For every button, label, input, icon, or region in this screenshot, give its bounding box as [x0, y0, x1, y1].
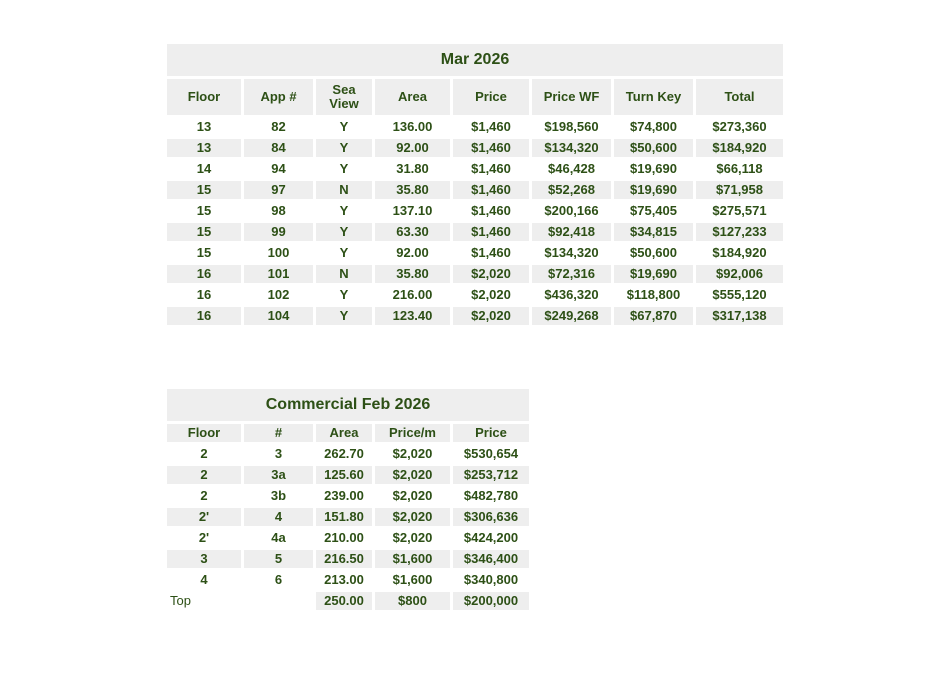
cell-price: $1,460	[453, 139, 529, 157]
cell-app: 84	[244, 139, 313, 157]
cell-floor: 13	[167, 139, 241, 157]
cell-price-wf: $200,166	[544, 203, 599, 218]
cell-col: 3	[274, 446, 283, 461]
cell-total: $127,233	[696, 223, 783, 241]
cell-total: $317,138	[696, 307, 783, 325]
cell-area: 125.60	[316, 466, 372, 484]
cell-price: $306,636	[453, 508, 529, 526]
cell-area: 210.00	[324, 530, 364, 545]
cell-area: 92.00	[375, 139, 450, 157]
column-header-total: Total	[696, 79, 783, 115]
cell-app: 97	[244, 181, 313, 199]
cell-col: 3a	[244, 466, 313, 484]
cell-floor: 13	[196, 119, 212, 134]
cell-price-m: $2,020	[375, 466, 450, 484]
cell-area: 31.80	[396, 161, 429, 176]
cell-sea-view: Y	[316, 307, 372, 325]
cell-area: 151.80	[316, 508, 372, 526]
cell-turn-key: $67,870	[614, 307, 693, 325]
cell-area: 35.80	[375, 181, 450, 199]
table-title: Commercial Feb 2026	[167, 389, 529, 421]
cell-price-m: $2,020	[392, 446, 433, 461]
column-header-price: Price	[453, 424, 529, 442]
cell-area: 35.80	[375, 265, 450, 283]
cell-app: 104	[244, 307, 313, 325]
table-header-row	[167, 79, 783, 115]
cell-turn-key: $50,600	[614, 139, 693, 157]
cell-turn-key: $19,690	[614, 265, 693, 283]
cell-turn-key: $19,690	[630, 161, 677, 176]
cell-sea-view: Y	[339, 161, 349, 176]
cell-floor: 15	[167, 223, 241, 241]
cell-sea-view: Y	[339, 287, 349, 302]
cell-floor: Top	[170, 593, 191, 608]
cell-price-wf: $52,268	[532, 181, 611, 199]
cell-sea-view: Y	[339, 119, 349, 134]
cell-price: $1,460	[471, 203, 511, 218]
cell-price-m: $2,020	[392, 488, 433, 503]
cell-price: $1,460	[453, 181, 529, 199]
cell-total: $275,571	[712, 203, 767, 218]
cell-app: 102	[267, 287, 290, 302]
table-row	[167, 265, 783, 283]
table-row	[167, 202, 783, 220]
cell-turn-key: $34,815	[614, 223, 693, 241]
table-row	[167, 139, 783, 157]
cell-area: 92.00	[396, 245, 429, 260]
cell-floor: 15	[196, 203, 212, 218]
cell-total: $71,958	[696, 181, 783, 199]
cell-area: 216.00	[392, 287, 433, 302]
table-row	[167, 529, 529, 547]
cell-col: 6	[274, 572, 283, 587]
column-header-area: Area	[316, 424, 372, 442]
cell-price-wf: $249,268	[532, 307, 611, 325]
cell-area: 137.10	[392, 203, 433, 218]
table-header-row	[167, 424, 529, 442]
cell-floor: 16	[167, 307, 241, 325]
table-row	[167, 244, 783, 262]
cell-total: $184,920	[696, 139, 783, 157]
column-header-price: Price	[453, 79, 529, 115]
cell-price: $340,800	[463, 572, 519, 587]
cell-price-wf: $134,320	[532, 139, 611, 157]
column-header-floor: Floor	[167, 424, 241, 442]
cell-app: 101	[244, 265, 313, 283]
column-header-sea-view: Sea View	[316, 79, 372, 115]
table-row	[167, 550, 529, 568]
cell-area: 216.50	[316, 550, 372, 568]
column-header-price-wf: Price WF	[532, 79, 611, 115]
table-title-row	[167, 389, 529, 421]
cell-col: 3b	[270, 488, 287, 503]
cell-price-m: $1,600	[392, 572, 433, 587]
cell-area: 136.00	[392, 119, 433, 134]
column-header-floor: Floor	[167, 79, 241, 115]
table-title: Mar 2026	[167, 44, 783, 76]
cell-col: 4a	[271, 530, 286, 545]
cell-floor: 4	[200, 572, 208, 587]
cell-total: $184,920	[712, 245, 767, 260]
cell-floor: 2'	[167, 508, 241, 526]
cell-sea-view: Y	[339, 203, 349, 218]
cell-floor: 2	[200, 446, 208, 461]
column-header-app: App #	[244, 79, 313, 115]
cell-area: 239.00	[324, 488, 364, 503]
commercial-feb-2026-table	[164, 386, 532, 613]
cell-total: $92,006	[696, 265, 783, 283]
cell-price: $2,020	[453, 265, 529, 283]
cell-turn-key: $50,600	[630, 245, 677, 260]
table-row	[167, 118, 783, 136]
cell-area: 250.00	[316, 592, 372, 610]
table-row	[167, 223, 783, 241]
cell-price-wf: $436,320	[544, 287, 599, 302]
cell-sea-view: Y	[316, 223, 372, 241]
cell-price: $346,400	[453, 550, 529, 568]
cell-price-m: $2,020	[392, 530, 433, 545]
cell-floor: 16	[196, 287, 212, 302]
column-header-turn-key: Turn Key	[614, 79, 693, 115]
cell-price: $200,000	[453, 592, 529, 610]
cell-total: $273,360	[712, 119, 767, 134]
table-row	[167, 592, 529, 610]
mar-2026-table	[164, 41, 786, 328]
cell-price: $1,460	[471, 245, 511, 260]
table-row	[167, 160, 783, 178]
table-row	[167, 487, 529, 505]
cell-app: 99	[244, 223, 313, 241]
table-row	[167, 466, 529, 484]
cell-floor: 16	[167, 265, 241, 283]
cell-app: 98	[271, 203, 286, 218]
cell-price-wf: $46,428	[548, 161, 595, 176]
cell-floor: 2	[200, 488, 208, 503]
cell-price: $1,460	[471, 119, 511, 134]
cell-app: 94	[271, 161, 286, 176]
cell-col: 4	[244, 508, 313, 526]
cell-col: 5	[244, 550, 313, 568]
cell-price: $1,460	[453, 223, 529, 241]
cell-floor: 2'	[198, 530, 210, 545]
table-row	[167, 307, 783, 325]
cell-app: 82	[271, 119, 286, 134]
cell-price-m: $800	[375, 592, 450, 610]
column-header-col: #	[244, 424, 313, 442]
cell-sea-view: N	[316, 265, 372, 283]
cell-sea-view: Y	[339, 245, 349, 260]
cell-price: $424,200	[463, 530, 519, 545]
cell-total: $555,120	[712, 287, 767, 302]
cell-turn-key: $118,800	[626, 287, 681, 302]
cell-price-wf: $198,560	[544, 119, 599, 134]
cell-price: $1,460	[471, 161, 511, 176]
cell-turn-key: $75,405	[630, 203, 677, 218]
cell-price-wf: $92,418	[532, 223, 611, 241]
cell-turn-key: $19,690	[614, 181, 693, 199]
cell-price-m: $1,600	[375, 550, 450, 568]
cell-price: $530,654	[463, 446, 519, 461]
cell-floor: 15	[167, 181, 241, 199]
cell-area: 213.00	[324, 572, 364, 587]
table-row	[167, 286, 783, 304]
table-title-row	[167, 44, 783, 76]
cell-price: $2,020	[453, 307, 529, 325]
cell-app: 100	[267, 245, 290, 260]
cell-price: $2,020	[471, 287, 511, 302]
cell-area: 262.70	[324, 446, 364, 461]
cell-total: $66,118	[716, 161, 763, 176]
cell-price-m: $2,020	[375, 508, 450, 526]
cell-col	[244, 592, 313, 610]
table-row	[167, 508, 529, 526]
table-row	[167, 571, 529, 589]
cell-price-wf: $72,316	[532, 265, 611, 283]
cell-turn-key: $74,800	[630, 119, 677, 134]
table-row	[167, 181, 783, 199]
cell-area: 123.40	[375, 307, 450, 325]
column-header-area: Area	[375, 79, 450, 115]
cell-floor: 2	[167, 466, 241, 484]
cell-sea-view: Y	[316, 139, 372, 157]
cell-floor: 14	[196, 161, 212, 176]
cell-price: $482,780	[463, 488, 519, 503]
cell-price-wf: $134,320	[544, 245, 599, 260]
cell-sea-view: N	[316, 181, 372, 199]
cell-floor: 3	[167, 550, 241, 568]
cell-area: 63.30	[375, 223, 450, 241]
cell-price: $253,712	[453, 466, 529, 484]
column-header-price-m: Price/m	[375, 424, 450, 442]
table-row	[167, 445, 529, 463]
cell-floor: 15	[196, 245, 212, 260]
